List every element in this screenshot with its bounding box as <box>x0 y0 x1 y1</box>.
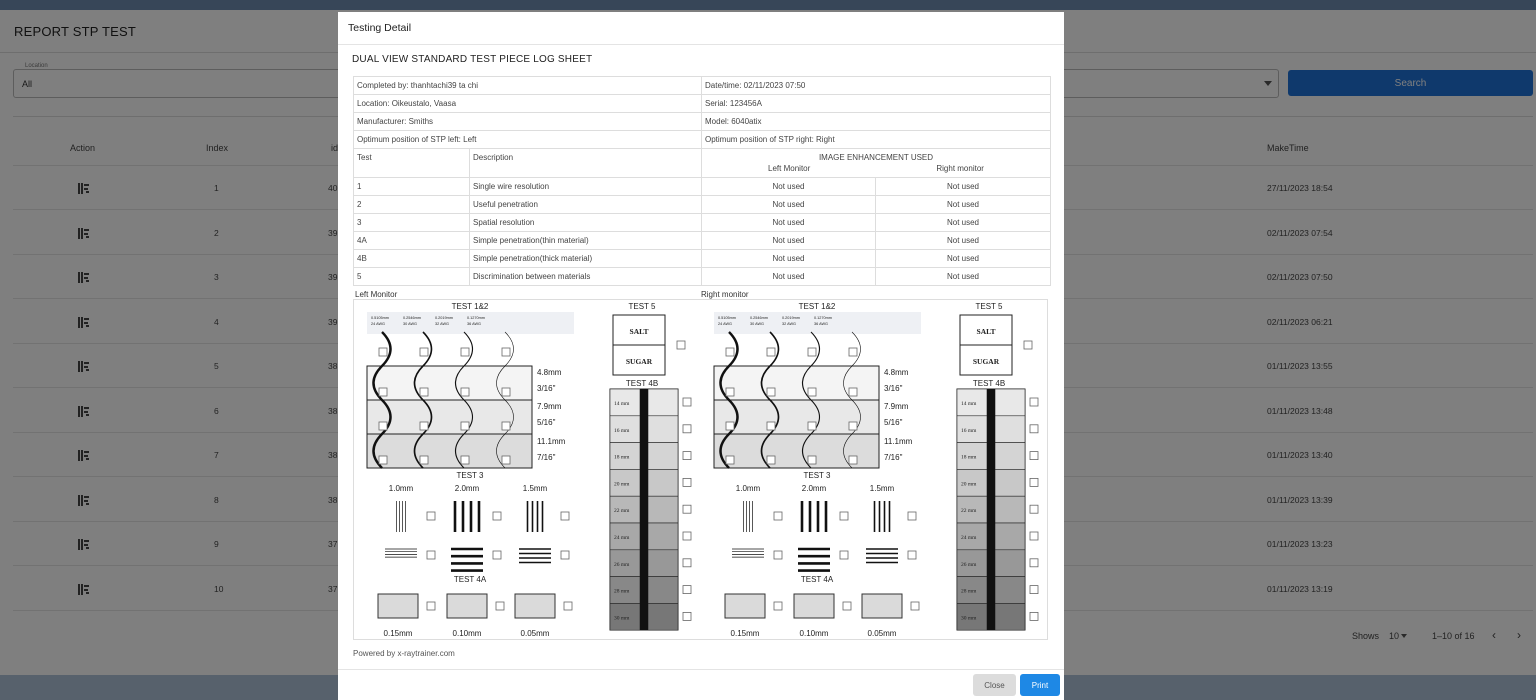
test4a-size: 0.15mm <box>730 629 760 638</box>
wedge-step <box>648 550 678 577</box>
checkbox[interactable] <box>808 456 816 464</box>
wedge-step <box>995 389 1025 416</box>
checkbox[interactable] <box>767 388 775 396</box>
test-id: 1 <box>354 178 470 196</box>
checkbox[interactable] <box>843 602 851 610</box>
checkbox[interactable] <box>379 456 387 464</box>
checkbox[interactable] <box>840 551 848 559</box>
wedge-step <box>995 443 1025 470</box>
test-row <box>354 178 1051 196</box>
step-label: 3/16" <box>884 384 903 393</box>
checkbox[interactable] <box>502 422 510 430</box>
checkbox[interactable] <box>1024 341 1032 349</box>
test-id: 3 <box>354 214 470 232</box>
checkbox[interactable] <box>849 388 857 396</box>
wedge-step <box>995 416 1025 443</box>
checkbox[interactable] <box>1030 586 1038 594</box>
wire-size-mm: 0.1270mm <box>467 316 485 320</box>
checkbox[interactable] <box>427 551 435 559</box>
checkbox[interactable] <box>726 388 734 396</box>
test-row <box>354 250 1051 268</box>
test-piece-diagrams <box>353 299 1048 640</box>
wedge-step-label: 14 mm <box>614 401 630 407</box>
checkbox[interactable] <box>493 551 501 559</box>
checkbox[interactable] <box>1030 398 1038 406</box>
enhancement-title: IMAGE ENHANCEMENT USED <box>818 153 934 162</box>
wire-size-mm: 0.2019mm <box>782 316 800 320</box>
dialog-footer-divider <box>338 669 1064 670</box>
right-monitor-enhancement: Not used <box>876 268 1051 286</box>
test3-size: 2.0mm <box>801 484 827 493</box>
print-button[interactable]: Print <box>1020 674 1060 696</box>
step-label: 5/16" <box>884 418 903 427</box>
checkbox[interactable] <box>1030 478 1038 486</box>
test5-title: TEST 5 <box>628 302 656 311</box>
checkbox[interactable] <box>774 551 782 559</box>
wedge-step <box>995 496 1025 523</box>
wedge-step-label: 16 mm <box>614 427 630 434</box>
wedge-step-label: 14 mm <box>961 401 977 407</box>
location-info: Location: Oikeustalo, Vaasa <box>354 95 702 113</box>
left-monitor-diagram <box>354 300 700 641</box>
checkbox[interactable] <box>911 602 919 610</box>
checkbox[interactable] <box>808 388 816 396</box>
wire-size-awg: 30 AWG <box>403 322 417 326</box>
test4a-size: 0.10mm <box>452 629 482 638</box>
wedge-step-label: 22 mm <box>961 508 977 515</box>
checkbox[interactable] <box>849 422 857 430</box>
checkbox[interactable] <box>683 398 691 406</box>
step-label: 4.8mm <box>884 368 909 377</box>
wire-size-mm: 0.2546mm <box>403 316 421 320</box>
checkbox[interactable] <box>1030 425 1038 433</box>
test4a-size: 0.15mm <box>383 629 413 638</box>
lead-strip <box>640 389 648 630</box>
checkbox[interactable] <box>683 586 691 594</box>
wedge-step-label: 18 mm <box>961 454 977 461</box>
wedge-step <box>648 496 678 523</box>
checkbox[interactable] <box>496 602 504 610</box>
test3-size: 1.5mm <box>869 484 895 493</box>
test5-title: TEST 5 <box>975 302 1003 311</box>
checkbox[interactable] <box>461 388 469 396</box>
wedge-step-label: 22 mm <box>614 508 630 515</box>
lead-strip <box>987 389 995 630</box>
right-monitor-enhancement: Not used <box>876 232 1051 250</box>
left-monitor-enhancement: Not used <box>702 268 876 286</box>
checkbox[interactable] <box>561 551 569 559</box>
optimum-right: Optimum position of STP right: Right <box>702 131 1051 149</box>
step-label: 4.8mm <box>537 368 562 377</box>
checkbox[interactable] <box>683 559 691 567</box>
test4b-title: TEST 4B <box>972 379 1006 388</box>
wedge-step <box>648 577 678 604</box>
dialog-header <box>338 12 1064 45</box>
checkbox[interactable] <box>774 512 782 520</box>
checkbox[interactable] <box>379 348 387 356</box>
test3-title: TEST 3 <box>803 471 831 480</box>
wedge-step-label: 16 mm <box>961 427 977 434</box>
checkbox[interactable] <box>502 456 510 464</box>
checkbox[interactable] <box>427 512 435 520</box>
left-monitor-enhancement: Not used <box>702 178 876 196</box>
close-button[interactable]: Close <box>973 674 1016 696</box>
log-sheet-table <box>353 76 1051 286</box>
test4a-title: TEST 4A <box>453 575 487 584</box>
checkbox[interactable] <box>420 388 428 396</box>
checkbox[interactable] <box>683 505 691 513</box>
checkbox[interactable] <box>1030 612 1038 620</box>
date-time: Date/time: 02/11/2023 07:50 <box>702 77 1051 95</box>
wire-size-mm: 0.2546mm <box>750 316 768 320</box>
enhancement-header <box>702 149 1051 178</box>
manufacturer-info: Manufacturer: Smiths <box>354 113 702 131</box>
wire-size-awg: 32 AWG <box>782 322 796 326</box>
checkbox[interactable] <box>379 388 387 396</box>
checkbox[interactable] <box>1030 559 1038 567</box>
test12-title: TEST 1&2 <box>451 302 489 311</box>
checkbox[interactable] <box>379 422 387 430</box>
test-description: Simple penetration(thin material) <box>470 232 702 250</box>
checkbox[interactable] <box>420 348 428 356</box>
wedge-step <box>648 523 678 550</box>
wedge-step <box>648 443 678 470</box>
test-id: 5 <box>354 268 470 286</box>
wedge-step <box>995 550 1025 577</box>
test4b-title: TEST 4B <box>625 379 659 388</box>
left-monitor-enhancement: Not used <box>702 232 876 250</box>
wedge-step-label: 26 mm <box>961 561 977 568</box>
wedge-step-label: 28 mm <box>614 588 630 595</box>
test-row <box>354 196 1051 214</box>
right-monitor-diagram <box>701 300 1047 641</box>
checkbox[interactable] <box>461 348 469 356</box>
wedge-step-label: 24 mm <box>961 535 977 541</box>
thin-material-block <box>515 594 555 618</box>
wedge-step <box>995 603 1025 630</box>
wedge-step-label: 20 mm <box>961 481 977 488</box>
thin-material-block <box>378 594 418 618</box>
test3-size: 1.5mm <box>522 484 548 493</box>
left-monitor-enhancement: Not used <box>702 196 876 214</box>
checkbox[interactable] <box>849 456 857 464</box>
wedge-step <box>648 416 678 443</box>
test-id: 2 <box>354 196 470 214</box>
test-description: Simple penetration(thick material) <box>470 250 702 268</box>
step-label: 7/16" <box>537 453 556 462</box>
checkbox[interactable] <box>683 452 691 460</box>
wedge-step <box>648 389 678 416</box>
checkbox[interactable] <box>677 341 685 349</box>
test-row <box>354 232 1051 250</box>
checkbox[interactable] <box>561 512 569 520</box>
right-monitor-enhancement: Not used <box>876 250 1051 268</box>
test3-size: 1.0mm <box>388 484 414 493</box>
checkbox[interactable] <box>1030 505 1038 513</box>
checkbox[interactable] <box>767 348 775 356</box>
checkbox[interactable] <box>683 612 691 620</box>
test4a-size: 0.05mm <box>520 629 550 638</box>
right-monitor-label: Right monitor <box>701 290 749 299</box>
serial-info: Serial: 123456A <box>702 95 1051 113</box>
test-row <box>354 214 1051 232</box>
wedge-step <box>995 577 1025 604</box>
salt-label: SALT <box>629 327 649 336</box>
test4a-title: TEST 4A <box>800 575 834 584</box>
checkbox[interactable] <box>683 532 691 540</box>
left-monitor-enhancement: Not used <box>702 250 876 268</box>
checkbox[interactable] <box>564 602 572 610</box>
thin-material-block <box>447 594 487 618</box>
test-description: Discrimination between materials <box>470 268 702 286</box>
wedge-step-label: 20 mm <box>614 481 630 488</box>
checkbox[interactable] <box>420 422 428 430</box>
powered-by: Powered by x-raytrainer.com <box>353 649 455 658</box>
checkbox[interactable] <box>502 348 510 356</box>
wire-size-mm: 0.5105mm <box>371 316 389 320</box>
wire-size-mm: 0.1270mm <box>814 316 832 320</box>
test-piece-diagram <box>701 300 1047 641</box>
step-label: 7.9mm <box>884 402 909 411</box>
step-label: 11.1mm <box>884 437 913 446</box>
wedge-step-label: 30 mm <box>614 615 630 622</box>
wire-size-awg: 36 AWG <box>814 322 828 326</box>
checkbox[interactable] <box>461 456 469 464</box>
wire-size-awg: 32 AWG <box>435 322 449 326</box>
checkbox[interactable] <box>908 551 916 559</box>
dialog-title: Testing Detail <box>348 22 412 34</box>
sugar-label: SUGAR <box>625 357 653 366</box>
checkbox[interactable] <box>1030 532 1038 540</box>
sugar-label: SUGAR <box>972 357 1000 366</box>
checkbox[interactable] <box>849 348 857 356</box>
left-monitor-enhancement: Not used <box>702 214 876 232</box>
checkbox[interactable] <box>502 388 510 396</box>
checkbox[interactable] <box>420 456 428 464</box>
step-label: 5/16" <box>537 418 556 427</box>
optimum-left: Optimum position of STP left: Left <box>354 131 702 149</box>
thin-material-block <box>794 594 834 618</box>
wire-size-awg: 24 AWG <box>718 322 732 326</box>
test3-size: 2.0mm <box>454 484 480 493</box>
test4a-size: 0.10mm <box>799 629 829 638</box>
sheet-title: DUAL VIEW STANDARD TEST PIECE LOG SHEET <box>352 54 593 65</box>
test12-title: TEST 1&2 <box>798 302 836 311</box>
step-label: 11.1mm <box>537 437 566 446</box>
wedge-step <box>648 469 678 496</box>
step-label: 3/16" <box>537 384 556 393</box>
wedge-step-label: 26 mm <box>614 561 630 568</box>
right-monitor-column-header: Right monitor <box>936 164 984 173</box>
wire-size-mm: 0.5105mm <box>718 316 736 320</box>
model-info: Model: 6040atix <box>702 113 1051 131</box>
right-monitor-enhancement: Not used <box>876 196 1051 214</box>
wedge-step-label: 24 mm <box>614 535 630 541</box>
test-column-header: Test <box>354 149 470 178</box>
wedge-step-label: 30 mm <box>961 615 977 622</box>
checkbox[interactable] <box>840 512 848 520</box>
wedge-step <box>995 469 1025 496</box>
checkbox[interactable] <box>908 512 916 520</box>
checkbox[interactable] <box>726 422 734 430</box>
checkbox[interactable] <box>767 422 775 430</box>
thin-material-block <box>725 594 765 618</box>
wedge-step <box>648 603 678 630</box>
step-label: 7/16" <box>884 453 903 462</box>
test-row <box>354 268 1051 286</box>
left-monitor-label: Left Monitor <box>355 290 398 299</box>
wire-size-mm: 0.2019mm <box>435 316 453 320</box>
testing-detail-dialog <box>338 12 1064 700</box>
checkbox[interactable] <box>1030 452 1038 460</box>
wedge-step <box>995 523 1025 550</box>
test-description: Useful penetration <box>470 196 702 214</box>
step-label: 7.9mm <box>537 402 562 411</box>
salt-label: SALT <box>976 327 996 336</box>
checkbox[interactable] <box>774 602 782 610</box>
thin-material-block <box>862 594 902 618</box>
description-column-header: Description <box>470 149 702 178</box>
test4a-size: 0.05mm <box>867 629 897 638</box>
checkbox[interactable] <box>461 422 469 430</box>
test-description: Spatial resolution <box>470 214 702 232</box>
checkbox[interactable] <box>767 456 775 464</box>
wedge-step-label: 28 mm <box>961 588 977 595</box>
checkbox[interactable] <box>726 348 734 356</box>
test-id: 4B <box>354 250 470 268</box>
left-monitor-column-header: Left Monitor <box>768 164 811 173</box>
test-id: 4A <box>354 232 470 250</box>
wedge-step-label: 18 mm <box>614 454 630 461</box>
wire-size-awg: 36 AWG <box>467 322 481 326</box>
checkbox[interactable] <box>808 348 816 356</box>
checkbox[interactable] <box>683 425 691 433</box>
test3-title: TEST 3 <box>456 471 484 480</box>
checkbox[interactable] <box>726 456 734 464</box>
checkbox[interactable] <box>493 512 501 520</box>
checkbox[interactable] <box>683 478 691 486</box>
checkbox[interactable] <box>808 422 816 430</box>
right-monitor-enhancement: Not used <box>876 214 1051 232</box>
wire-size-awg: 24 AWG <box>371 322 385 326</box>
test-description: Single wire resolution <box>470 178 702 196</box>
checkbox[interactable] <box>427 602 435 610</box>
completed-by: Completed by: thanhtachi39 ta chi <box>354 77 702 95</box>
test3-size: 1.0mm <box>735 484 761 493</box>
right-monitor-enhancement: Not used <box>876 178 1051 196</box>
test-piece-diagram <box>354 300 700 641</box>
wire-size-awg: 30 AWG <box>750 322 764 326</box>
